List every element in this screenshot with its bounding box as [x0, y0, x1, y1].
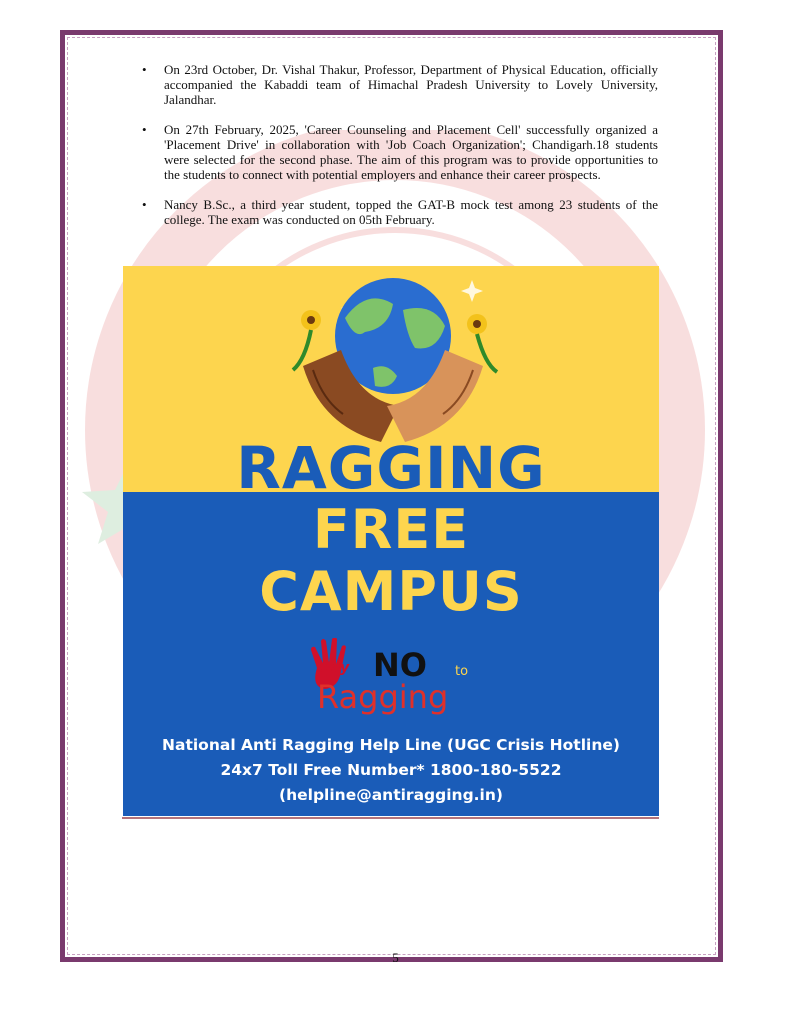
achievements-list	[142, 62, 658, 227]
poster-heading-ragging: RAGGING	[236, 434, 546, 502]
globe-in-hands-icon	[273, 270, 513, 446]
page-number: 5	[392, 950, 399, 965]
list-item: • Nancy B.Sc., a third year student, topped the GAT-B mock test among 23 students of the college. The exam was conducted on 05th February.	[142, 197, 658, 227]
helpline-title: National Anti Ragging Help Line (UGC Crisis Hotline)	[162, 736, 620, 754]
helpline-email: (helpline@antiragging.in)	[279, 786, 503, 804]
ragging-free-poster	[123, 266, 659, 816]
list-item: • On 23rd October, Dr. Vishal Thakur, Professor, Department of Physical Education, officially accompanied the Kabaddi team of Himachal Pradesh University to Lovely University, Jalandhar.	[142, 62, 658, 107]
bullet-icon: •	[142, 122, 147, 137]
poster-heading-free: FREE	[312, 498, 470, 561]
bullet-icon: •	[142, 197, 147, 212]
say-label: Say	[321, 660, 350, 676]
say-no-to-ragging-logo	[303, 638, 493, 718]
ragging-label: Ragging	[317, 678, 449, 716]
no-label: NO	[373, 646, 427, 684]
poster-underline	[122, 817, 659, 819]
poster-heading-campus: CAMPUS	[259, 560, 523, 623]
to-label: to	[455, 664, 469, 679]
helpline-number: 24x7 Toll Free Number* 1800-180-5522	[220, 761, 562, 779]
list-item: • On 27th February, 2025, 'Career Counseling and Placement Cell' successfully organized a 'Placement Drive' in collaboration with 'Job Coach Organization'; Chandigarh.18 students were selected for the second phase. The aim of this program was to provide opportunities to the students to connect with potential employers and enhance their career prospects.	[142, 122, 658, 182]
bullet-icon: •	[142, 62, 147, 77]
